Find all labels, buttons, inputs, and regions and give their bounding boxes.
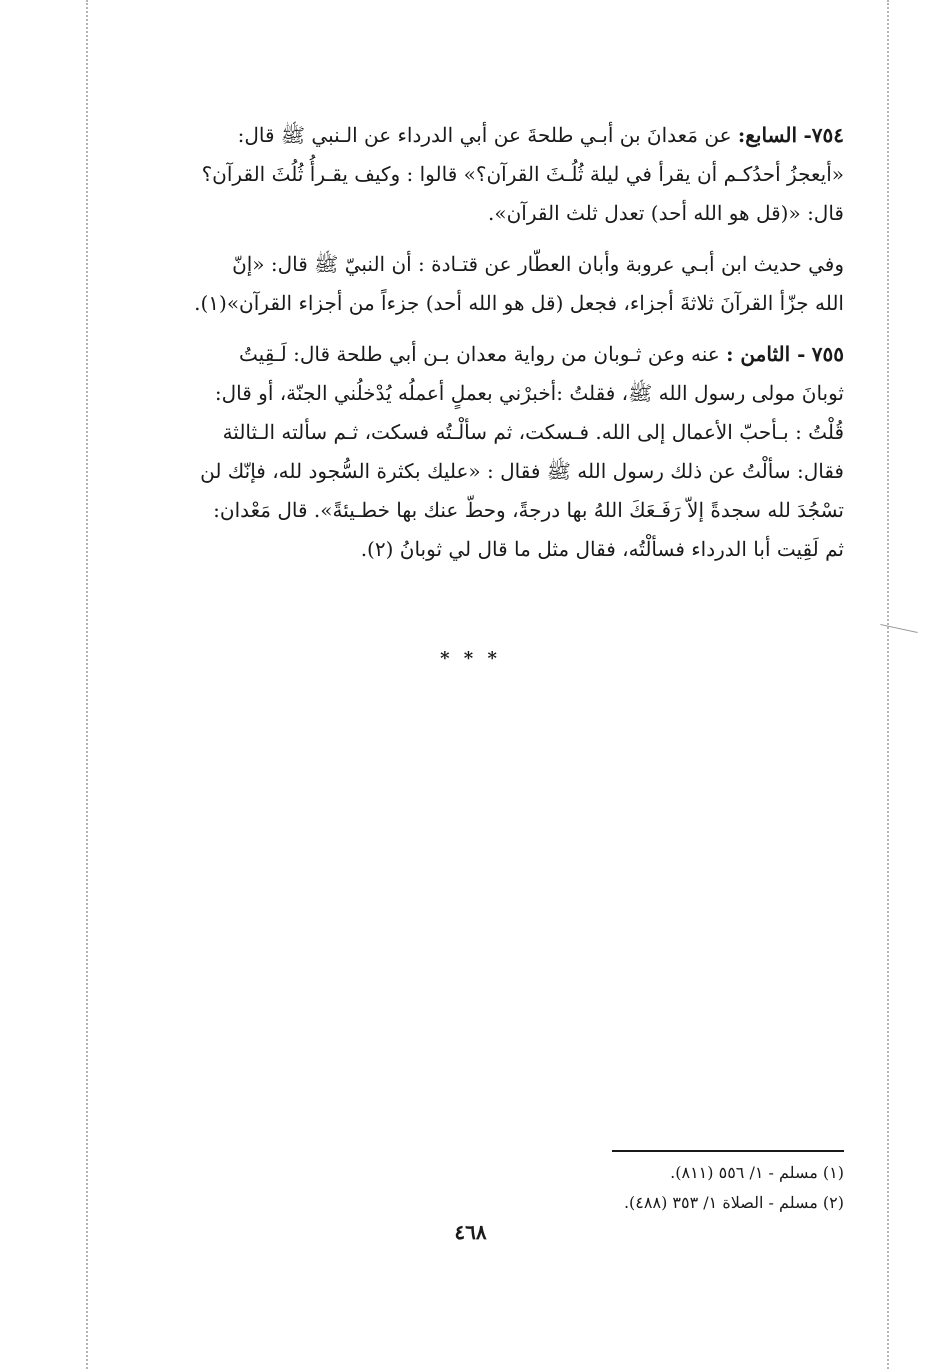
hadith-754-line-3: قال: «(قل هو الله أحد) تعدل ثلث القرآن».	[488, 201, 844, 225]
hadith-755	[96, 335, 844, 569]
right-margin-dotted-line	[887, 0, 889, 1369]
hadith-754-number: ٧٥٤-	[803, 123, 844, 147]
footnote-2: (٢) مسلم - الصلاة ١/ ٣٥٣ (٤٨٨).	[623, 1193, 844, 1212]
hadith-754-title: السابع:	[737, 123, 798, 147]
hadith-755-number: ٧٥٥	[811, 342, 844, 366]
hadith-755-line-4: فقال: سألْتُ عن ذلك رسول الله ﷺ فقال : «عليك بكثرة السُّجود لله، فإنّك لن	[200, 459, 844, 483]
hadith-754-line-2: «أيعجزُ أحدُكـم أن يقرأ في ليلة ثُلُـثَ القرآن؟» قالوا : وكيف يقـرأُ ثُلُثَ القرآن؟	[201, 162, 844, 186]
hadith-755-line-6: ثم لَقِيت أبا الدرداء فسألْتُه، فقال مثل ما قال لي ثوبانُ (٢).	[360, 537, 844, 561]
narration-line-2: الله جزّأ القرآنَ ثلاثةَ أجزاء، فجعل (قل هو الله أحد) جزءاً من أجزاء القرآن»(١).	[194, 291, 844, 315]
hadith-754	[96, 116, 844, 233]
footnote-1: (١) مسلم - ١/ ٥٥٦ (٨١١).	[670, 1163, 844, 1182]
scan-mark	[880, 624, 917, 633]
hadith-754-text: عن مَعدانَ بن أبـي طلحةَ عن أبي الدرداء عن الـنبي ﷺ قال:	[237, 123, 732, 147]
hadith-755-text: عنه وعن ثـوبان من رواية معدان بـن أبي طلحة قال: لَـقِيتُ	[239, 342, 720, 366]
page-body	[96, 116, 844, 581]
left-margin-dotted-line	[86, 0, 88, 1369]
hadith-755-line-5: تسْجُدَ لله سجدةً إلاّ رَفَـعَكَ اللهُ بها درجةً، وحطّ عنك بها خطـيئةً». قال مَعْدان:	[213, 498, 844, 522]
hadith-755-line-2: ثوبانَ مولى رسول الله ﷺ، فقلتُ :أخبرْني بعملٍ أعملُه يُدْخلُني الجنّة، أو قال:	[214, 381, 844, 405]
narration-paragraph	[96, 245, 844, 323]
hadith-754-line-1	[96, 116, 844, 155]
hadith-755-title: - الثامن :	[726, 342, 806, 366]
hadith-755-line-1	[96, 335, 844, 374]
hadith-755-line-3: قُلْتُ : بـأحبّ الأعمال إلى الله. فـسكت، ثم سألْـتُه فسكت، ثـم سألته الـثالثة	[222, 420, 844, 444]
page-number: ٤٦٨	[454, 1220, 487, 1244]
footnote-rule	[612, 1150, 844, 1152]
narration-line-1: وفي حديث ابن أبـي عروبة وأبان العطّار عن قتـادة : أن النبيّ ﷺ قال: «إنّ	[232, 252, 844, 276]
section-separator: * * *	[440, 648, 501, 669]
footnotes	[400, 1158, 844, 1218]
